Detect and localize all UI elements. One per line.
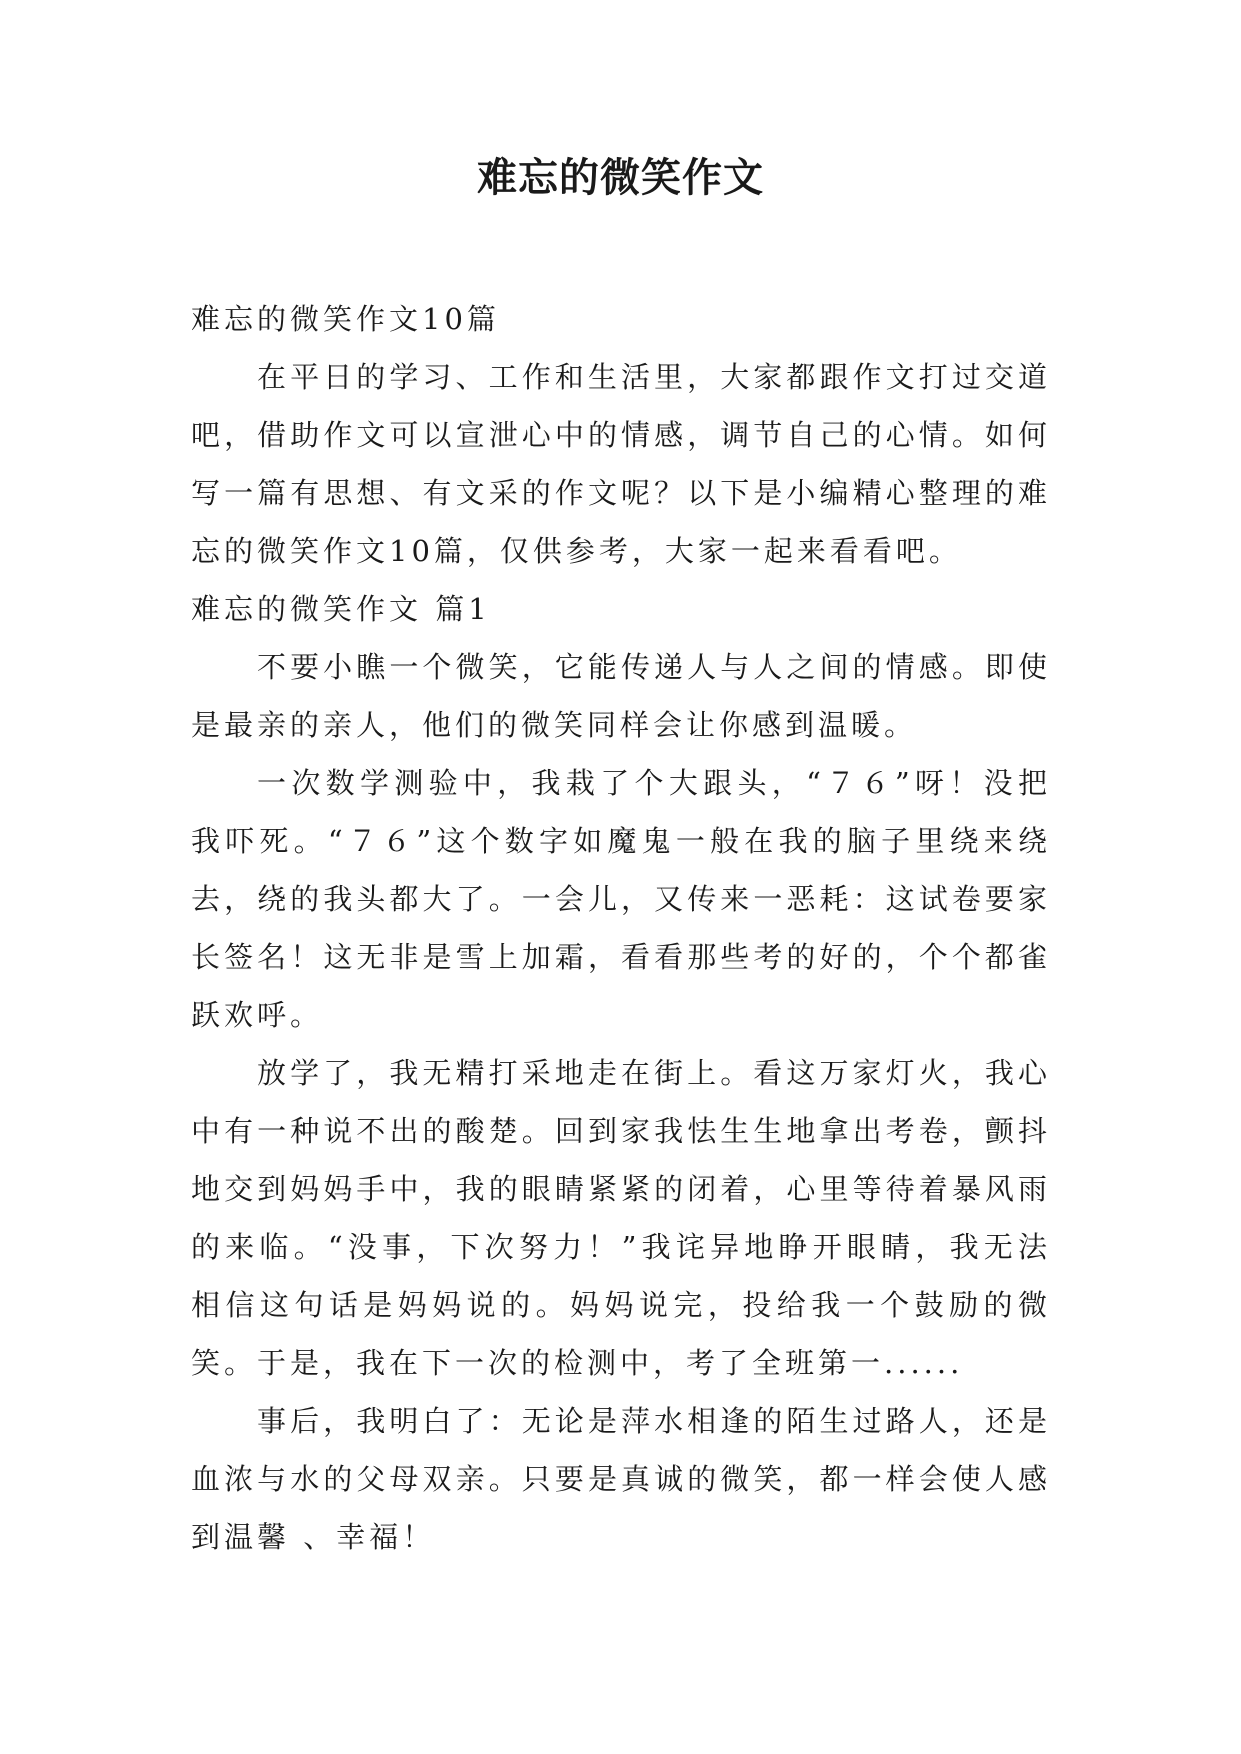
document-title: 难忘的微笑作文 (477, 154, 764, 201)
section-heading: 难忘的微笑作文 篇1 (191, 592, 491, 626)
body-paragraph: 事后，我明白了：无论是萍水相逢的陌生过路人，还是血浓与水的父母双亲。只要是真诚的微笑，都一样会使人感到温馨 、幸福！ (191, 1404, 1051, 1554)
body-paragraph: 一次数学测验中，我栽了个大跟头，“７６”呀！没把我吓死。“７６”这个数字如魔鬼一般在我的脑子里绕来绕去，绕的我头都大了。一会儿，又传来一恶耗：这试卷要家长签名！这无非是雪上加霜，看看那些考的好的，个个都雀跃欢呼。 (191, 766, 1051, 1032)
document-body (191, 290, 1051, 1566)
intro-paragraph: 在平日的学习、工作和生活里，大家都跟作文打过交道吧，借助作文可以宣泄心中的情感，调节自己的心情。如何写一篇有思想、有文采的作文呢？以下是小编精心整理的难忘的微笑作文10篇，仅供参考，大家一起来看看吧。 (191, 360, 1051, 568)
document-subtitle: 难忘的微笑作文10篇 (191, 302, 500, 336)
body-paragraph: 不要小瞧一个微笑，它能传递人与人之间的情感。即使是最亲的亲人，他们的微笑同样会让你感到温暖。 (191, 650, 1051, 742)
body-paragraph: 放学了，我无精打采地走在街上。看这万家灯火，我心中有一种说不出的酸楚。回到家我怯生生地拿出考卷，颤抖地交到妈妈手中，我的眼睛紧紧的闭着，心里等待着暴风雨的来临。“没事，下次努力！”我诧异地睁开眼睛，我无法相信这句话是妈妈说的。妈妈说完，投给我一个鼓励的微笑。于是，我在下一次的检测中，考了全班第一...... (191, 1056, 1051, 1380)
